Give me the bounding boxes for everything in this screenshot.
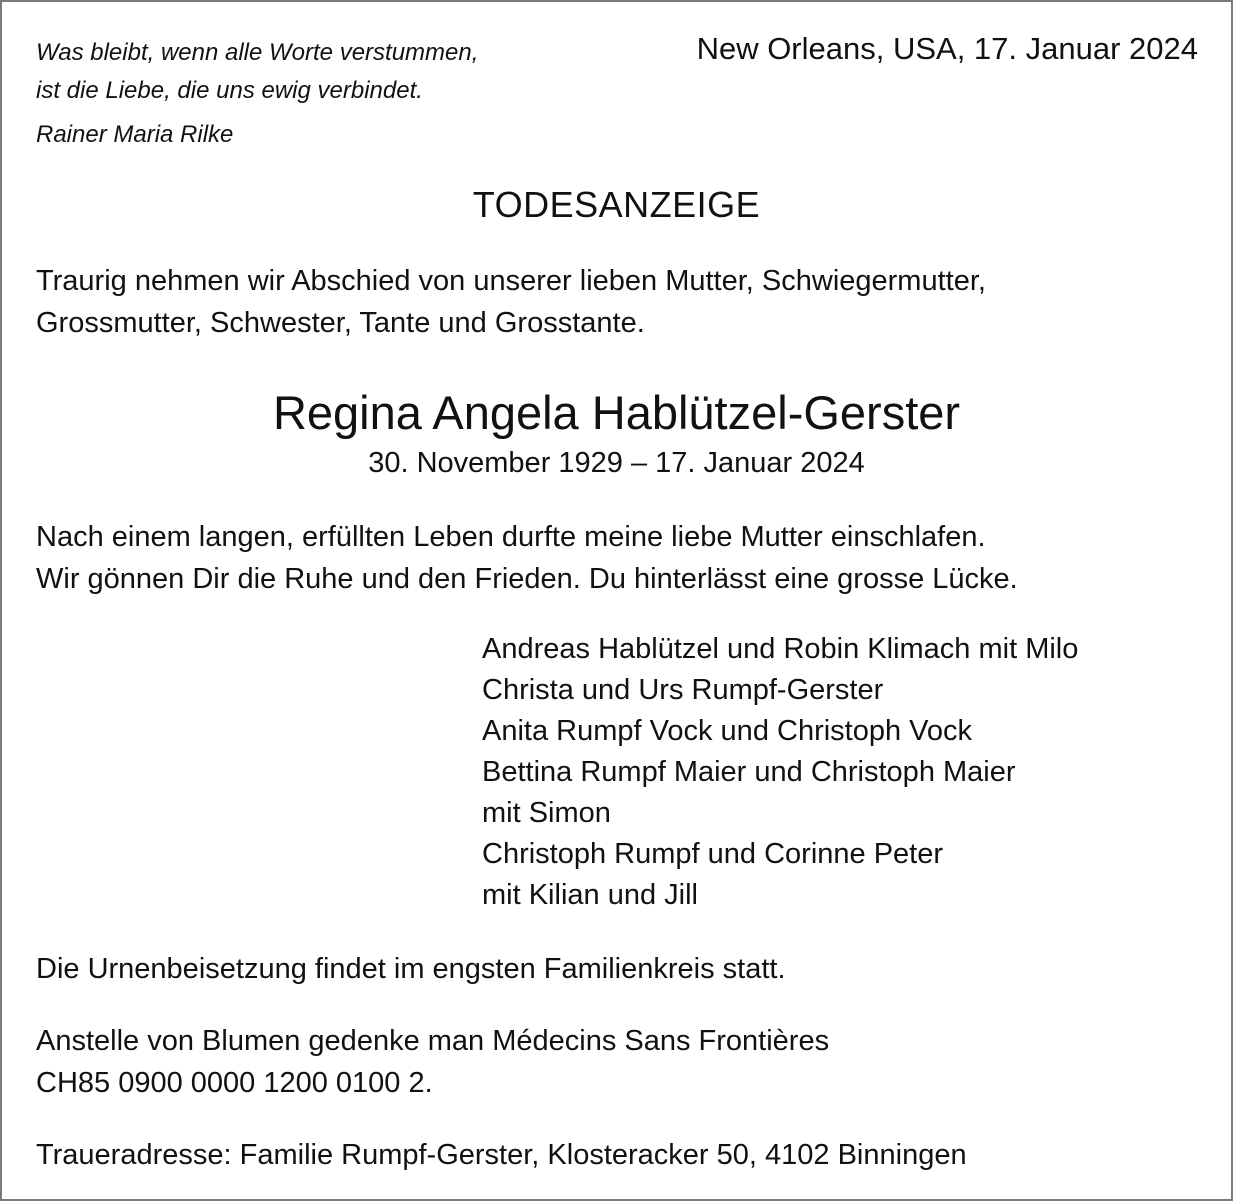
donation-iban: CH85 0900 0000 1200 0100 2. (36, 1067, 433, 1099)
quote-line-1: Was bleibt, wenn alle Worte verstummen, (36, 39, 479, 66)
family-line: Anita Rumpf Vock und Christoph Vock (482, 715, 973, 747)
quote-author: Rainer Maria Rilke (36, 121, 234, 148)
message-line-2: Wir gönnen Dir die Ruhe und den Frieden. Du hinterlässt eine grosse Lücke. (36, 563, 1018, 595)
family-line: Christa und Urs Rumpf-Gerster (482, 674, 884, 706)
deceased-name: Regina Angela Hablützel-Gerster (272, 386, 961, 439)
family-list (482, 629, 1078, 916)
family-line: mit Simon (482, 797, 611, 829)
burial-note: Die Urnenbeisetzung findet im engsten Familienkreis statt. (36, 953, 786, 985)
family-line: Andreas Hablützel und Robin Klimach mit Milo (482, 633, 1079, 665)
quote-line-2: ist die Liebe, die uns ewig verbindet. (36, 77, 423, 104)
intro-line-2: Grossmutter, Schwester, Tante und Grosstante. (36, 307, 645, 339)
life-dates: 30. November 1929 – 17. Januar 2024 (368, 447, 865, 479)
donation-note (36, 1020, 829, 1104)
intro-text (36, 260, 986, 344)
family-line: Bettina Rumpf Maier und Christoph Maier (482, 756, 1016, 788)
mourning-address: Traueradresse: Familie Rumpf-Gerster, Klosteracker 50, 4102 Binningen (36, 1139, 967, 1171)
farewell-message (36, 516, 1018, 600)
intro-line-1: Traurig nehmen wir Abschied von unserer lieben Mutter, Schwiegermutter, (36, 265, 986, 297)
rilke-quote (36, 34, 478, 154)
family-line: Christoph Rumpf und Corinne Peter (482, 838, 944, 870)
donation-line-1: Anstelle von Blumen gedenke man Médecins Sans Frontières (36, 1025, 830, 1057)
family-line: mit Kilian und Jill (482, 879, 698, 911)
notice-heading: TODESANZEIGE (472, 184, 761, 225)
place-date: New Orleans, USA, 17. Januar 2024 (696, 31, 1198, 66)
message-line-1: Nach einem langen, erfüllten Leben durfte meine liebe Mutter einschlafen. (36, 521, 986, 553)
